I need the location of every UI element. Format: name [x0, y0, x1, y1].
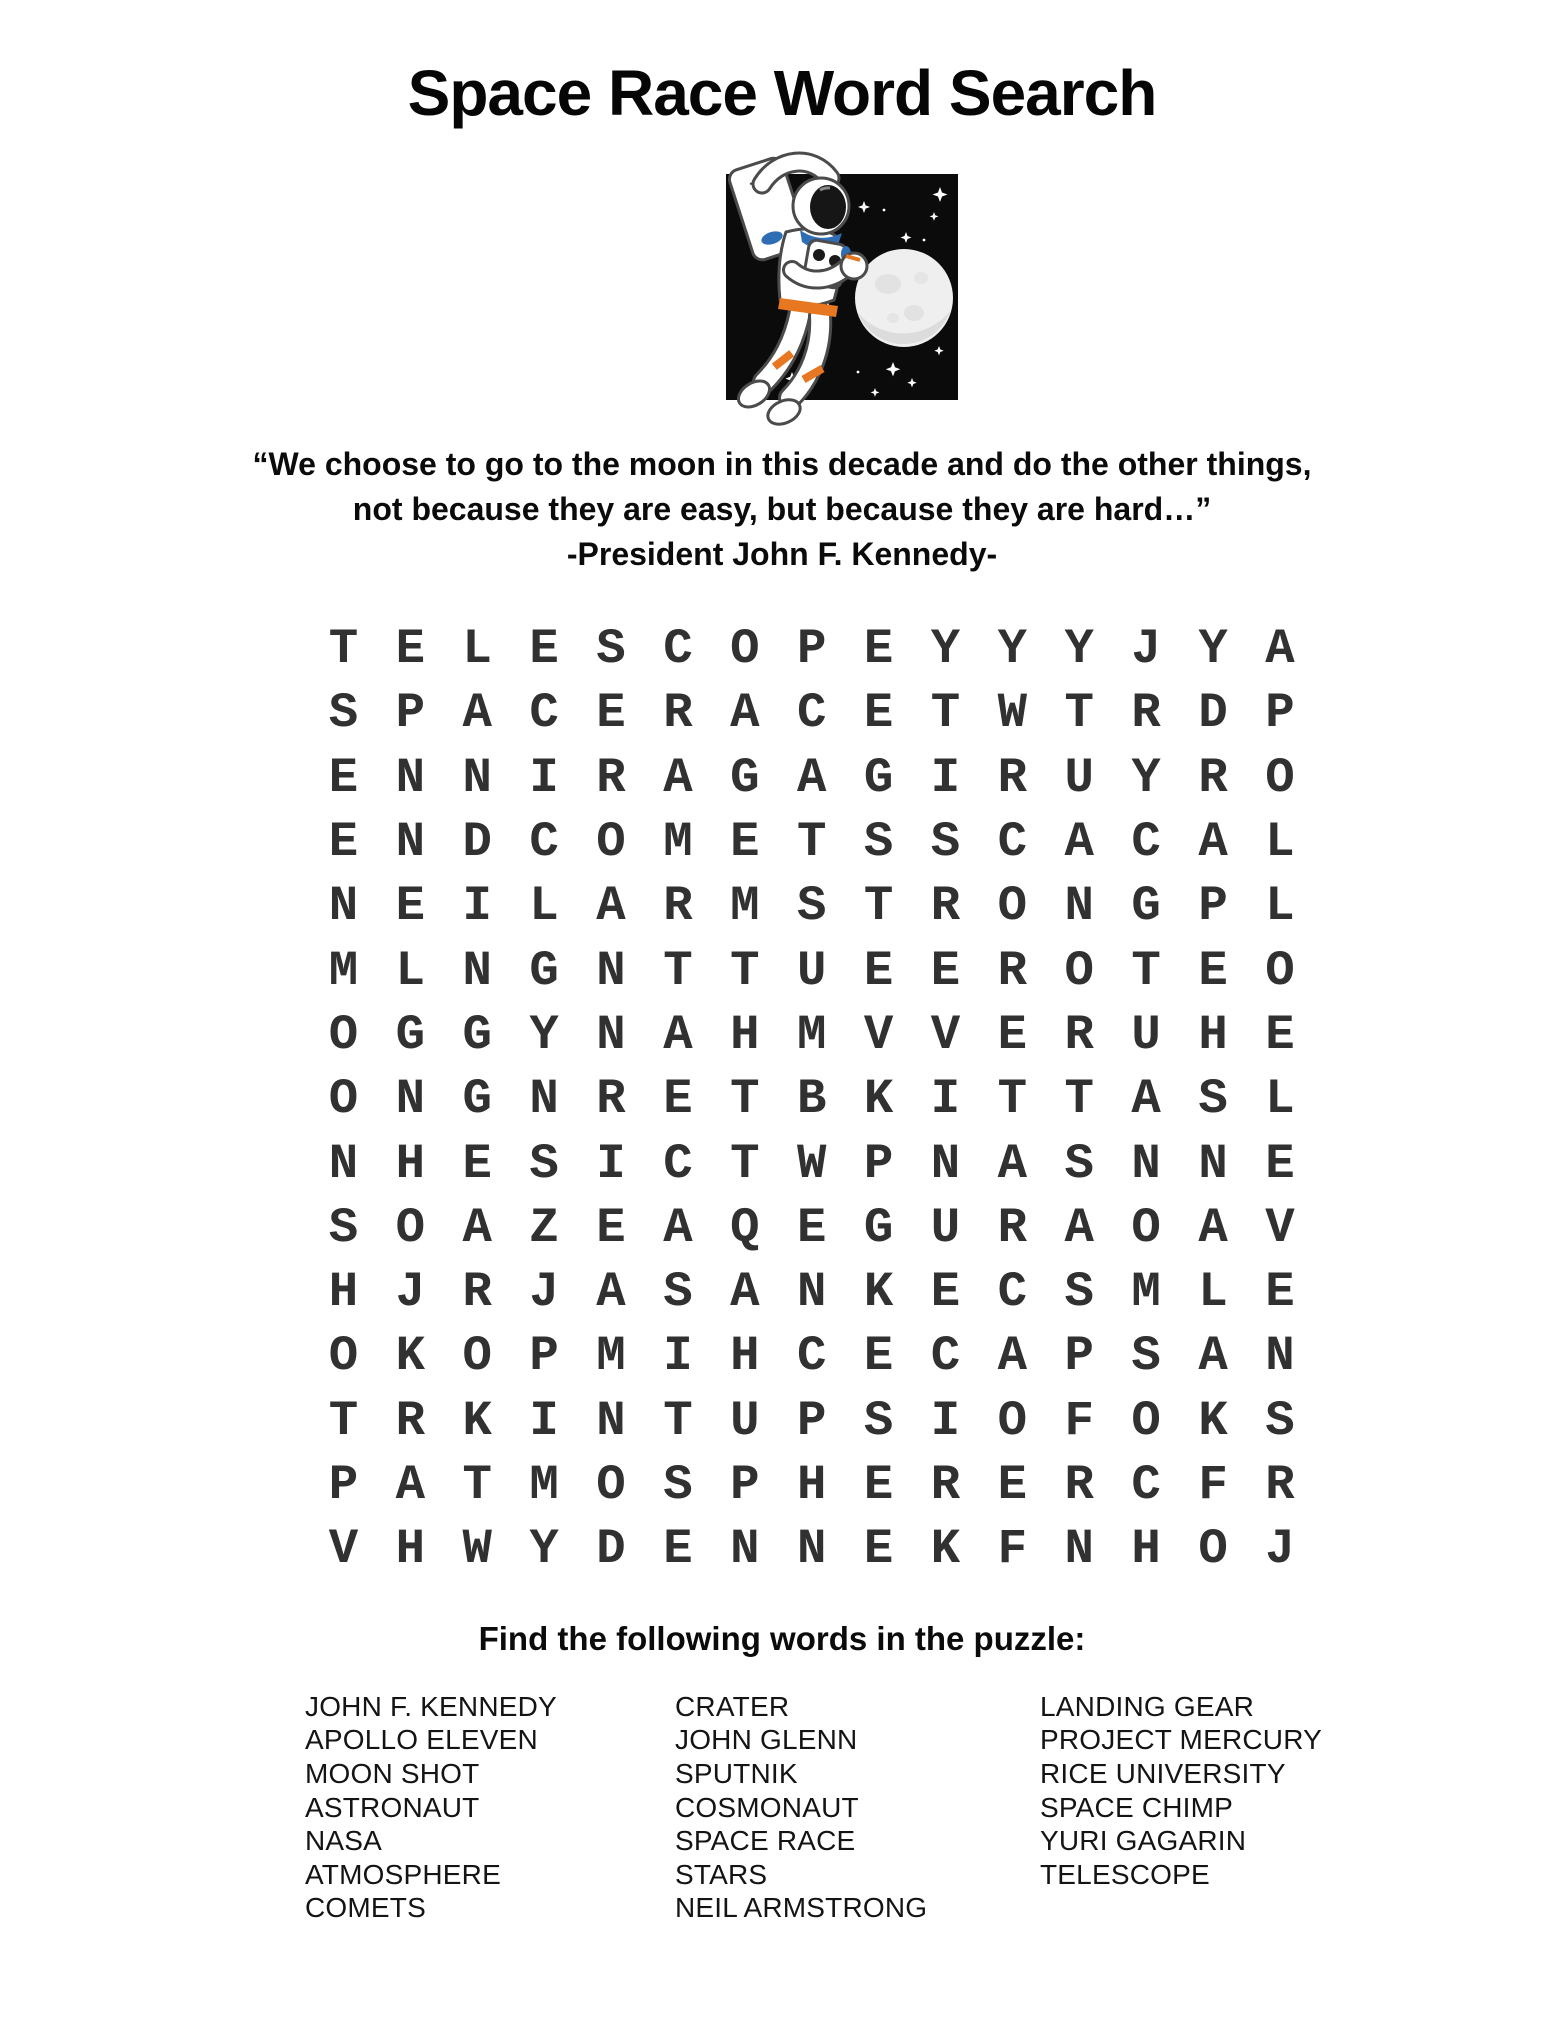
word-item: SPACE CHIMP	[1040, 1791, 1234, 1823]
grid-letter: N	[596, 1006, 626, 1063]
grid-letter: E	[863, 685, 894, 742]
grid-letter: E	[328, 749, 359, 806]
grid-letter: N	[328, 878, 359, 935]
grid-letter: P	[730, 1457, 760, 1513]
grid-letter: G	[730, 749, 760, 806]
grid-letter: E	[730, 814, 760, 871]
grid-letter: S	[1131, 1328, 1161, 1385]
grid-letter: E	[930, 942, 961, 999]
grid-letter: Y	[529, 1521, 559, 1578]
grid-letter: A	[1198, 1328, 1228, 1385]
grid-letter: M	[1131, 1264, 1161, 1321]
grid-letter: T	[462, 1457, 492, 1513]
word-item: RICE UNIVERSITY	[1040, 1757, 1286, 1789]
word-item: YURI GAGARIN	[1040, 1825, 1247, 1857]
grid-letter: T	[1064, 685, 1094, 742]
grid-letter: I	[930, 1392, 961, 1449]
grid-letter: R	[1265, 1457, 1295, 1513]
grid-letter: U	[1131, 1006, 1161, 1063]
grid-letter: J	[1265, 1521, 1295, 1578]
grid-letter: Y	[1064, 621, 1094, 678]
grid-letter: J	[1131, 621, 1161, 678]
grid-letter: R	[663, 685, 693, 742]
grid-letter: R	[930, 1457, 961, 1513]
grid-letter: H	[730, 1006, 760, 1063]
grid-letter: A	[730, 1264, 760, 1321]
moon-graphic	[855, 249, 953, 347]
grid-letter: O	[997, 1392, 1028, 1449]
grid-letter: E	[863, 621, 894, 678]
grid-letter: U	[930, 1199, 961, 1256]
grid-letter: E	[529, 621, 559, 678]
grid-letter: N	[328, 1135, 359, 1192]
grid-letter: O	[328, 1006, 359, 1063]
grid-letter: T	[796, 814, 827, 871]
grid-letter: N	[395, 1071, 426, 1128]
grid-letter: I	[930, 1071, 961, 1128]
grid-letter: L	[1265, 814, 1295, 871]
grid-letter: O	[395, 1199, 426, 1256]
grid-letter: G	[462, 1006, 492, 1063]
grid-letter: O	[1131, 1392, 1161, 1449]
grid-letter: U	[730, 1392, 760, 1449]
grid-letter: I	[462, 878, 492, 935]
word-item: NEIL ARMSTRONG	[675, 1892, 928, 1924]
grid-letter: S	[1265, 1392, 1295, 1449]
grid-letter: H	[1198, 1006, 1228, 1063]
grid-letter: W	[796, 1135, 827, 1192]
grid-letter: O	[1265, 942, 1295, 999]
grid-letter: L	[1265, 878, 1295, 935]
grid-letter: L	[462, 621, 492, 678]
word-item: ASTRONAUT	[305, 1791, 480, 1823]
grid-letter: N	[596, 1392, 626, 1449]
grid-letter: Y	[930, 621, 961, 678]
grid-letter: H	[796, 1457, 827, 1513]
grid-letter: Y	[1131, 749, 1161, 806]
grid-letter: A	[1064, 814, 1094, 871]
grid-letter: Y	[529, 1006, 559, 1063]
word-item: PROJECT MERCURY	[1040, 1724, 1323, 1756]
grid-letter: S	[1064, 1135, 1094, 1192]
word-list-column-2	[675, 1690, 927, 1925]
grid-letter: R	[596, 1071, 626, 1128]
grid-letter: T	[1064, 1071, 1094, 1128]
grid-letter: R	[1198, 749, 1228, 806]
grid-letter: P	[1064, 1328, 1094, 1385]
grid-letter: E	[596, 1199, 626, 1256]
grid-letter: P	[328, 1457, 359, 1513]
word-item: SPACE RACE	[675, 1825, 856, 1857]
grid-letter: R	[997, 749, 1028, 806]
grid-letter: C	[997, 814, 1028, 871]
grid-letter: S	[1198, 1071, 1228, 1128]
word-item: CRATER	[675, 1690, 790, 1722]
word-item: TELESCOPE	[1040, 1858, 1210, 1890]
grid-letter: C	[663, 621, 693, 678]
grid-letter: G	[462, 1071, 492, 1128]
grid-letter: A	[462, 1199, 492, 1256]
grid-letter: C	[930, 1328, 961, 1385]
grid-letter: O	[730, 621, 760, 678]
grid-letter: H	[395, 1135, 426, 1192]
grid-letter: O	[1131, 1199, 1161, 1256]
grid-letter: R	[462, 1264, 492, 1321]
grid-letter: B	[796, 1071, 827, 1128]
grid-letter: D	[596, 1521, 626, 1578]
grid-letter: F	[1064, 1392, 1094, 1449]
grid-letter: W	[462, 1521, 492, 1578]
grid-letter: E	[997, 1457, 1028, 1513]
grid-letter: P	[796, 1392, 827, 1449]
grid-letter: Y	[997, 621, 1028, 678]
grid-letter: M	[529, 1457, 559, 1513]
grid-letter: S	[1064, 1264, 1094, 1321]
grid-letter: N	[1064, 878, 1094, 935]
grid-letter: C	[997, 1264, 1028, 1321]
grid-letter: E	[328, 814, 359, 871]
grid-letter: O	[462, 1328, 492, 1385]
grid-letter: E	[1265, 1264, 1295, 1321]
grid-letter: V	[863, 1006, 894, 1063]
grid-letter: M	[663, 814, 693, 871]
grid-letter: A	[1198, 814, 1228, 871]
grid-letter: E	[796, 1199, 827, 1256]
word-item: MOON SHOT	[305, 1757, 480, 1789]
grid-letter: N	[596, 942, 626, 999]
grid-letter: N	[796, 1264, 827, 1321]
grid-letter: T	[328, 621, 359, 678]
grid-letter: T	[730, 1071, 760, 1128]
grid-letter: N	[395, 814, 426, 871]
grid-letter: S	[930, 814, 961, 871]
grid-letter: H	[730, 1328, 760, 1385]
grid-letter: A	[1131, 1071, 1161, 1128]
word-item: NASA	[305, 1825, 383, 1857]
word-item: COMETS	[305, 1892, 426, 1924]
grid-letter: T	[863, 878, 894, 935]
word-list-column-1	[305, 1690, 557, 1925]
astronaut-moon-illustration	[688, 150, 970, 442]
grid-letter: G	[863, 749, 894, 806]
grid-letter: C	[529, 685, 559, 742]
grid-letter: E	[863, 1457, 894, 1513]
grid-letter: N	[1198, 1135, 1228, 1192]
grid-letter: G	[1131, 878, 1161, 935]
grid-letter: R	[997, 1199, 1028, 1256]
quote-line-3: -President John F. Kennedy-	[566, 536, 998, 572]
grid-letter: E	[395, 621, 426, 678]
grid-letter: P	[1265, 685, 1295, 742]
grid-letter: O	[328, 1328, 359, 1385]
grid-letter: S	[863, 1392, 894, 1449]
word-item: ATMOSPHERE	[305, 1858, 501, 1890]
grid-letter: G	[395, 1006, 426, 1063]
visor	[810, 185, 846, 229]
grid-letter: S	[596, 621, 626, 678]
grid-letter: E	[863, 1521, 894, 1578]
grid-letter: E	[663, 1071, 693, 1128]
grid-letter: L	[395, 942, 426, 999]
grid-letter: E	[395, 878, 426, 935]
grid-letter: Q	[730, 1199, 760, 1256]
grid-letter: M	[796, 1006, 827, 1063]
grid-letter: H	[395, 1521, 426, 1578]
grid-letter: R	[930, 878, 961, 935]
grid-letter: L	[1198, 1264, 1228, 1321]
grid-letter: M	[328, 942, 359, 999]
grid-letter: M	[730, 878, 760, 935]
grid-letter: T	[1131, 942, 1161, 999]
grid-letter: C	[796, 1328, 827, 1385]
grid-letter: N	[796, 1521, 827, 1578]
word-item: LANDING GEAR	[1040, 1690, 1254, 1722]
grid-letter: N	[1131, 1135, 1161, 1192]
grid-letter: T	[663, 1392, 693, 1449]
grid-letter: S	[663, 1457, 693, 1513]
word-item: JOHN GLENN	[675, 1724, 858, 1756]
grid-letter: E	[863, 1328, 894, 1385]
grid-letter: T	[730, 1135, 760, 1192]
grid-letter: I	[930, 749, 961, 806]
grid-letter: E	[863, 942, 894, 999]
grid-letter: S	[863, 814, 894, 871]
grid-letter: E	[1198, 942, 1228, 999]
grid-letter: A	[1265, 621, 1295, 678]
grid-letter: F	[997, 1521, 1028, 1578]
grid-letter: T	[997, 1071, 1028, 1128]
grid-letter: N	[462, 749, 492, 806]
grid-letter: P	[529, 1328, 559, 1385]
grid-letter: T	[328, 1392, 359, 1449]
grid-letter: T	[663, 942, 693, 999]
grid-letter: N	[1064, 1521, 1094, 1578]
grid-letter: S	[796, 878, 827, 935]
grid-letter: A	[663, 1006, 693, 1063]
grid-letter: K	[863, 1071, 894, 1128]
grid-letter: N	[930, 1135, 961, 1192]
word-item: JOHN F. KENNEDY	[305, 1690, 557, 1722]
grid-letter: T	[930, 685, 961, 742]
grid-letter: L	[529, 878, 559, 935]
grid-letter: G	[863, 1199, 894, 1256]
grid-letter: R	[1064, 1006, 1094, 1063]
quote-line-1: “We choose to go to the moon in this decade and do the other things,	[252, 446, 1312, 482]
grid-letter: O	[1198, 1521, 1228, 1578]
grid-letter: P	[863, 1135, 894, 1192]
jfk-quote	[0, 442, 1564, 577]
grid-letter: N	[1265, 1328, 1295, 1385]
grid-letter: Z	[529, 1199, 559, 1256]
grid-letter: R	[663, 878, 693, 935]
quote-line-2: not because they are easy, but because they are hard…”	[352, 491, 1212, 527]
grid-letter: E	[1265, 1135, 1295, 1192]
grid-letter: N	[462, 942, 492, 999]
grid-letter: R	[997, 942, 1028, 999]
grid-letter: O	[596, 814, 626, 871]
grid-letter: E	[596, 685, 626, 742]
grid-letter: K	[863, 1264, 894, 1321]
grid-letter: W	[997, 685, 1028, 742]
grid-letter: C	[1131, 1457, 1161, 1513]
grid-letter: A	[1198, 1199, 1228, 1256]
grid-letter: F	[1198, 1457, 1228, 1513]
find-words-heading: Find the following words in the puzzle:	[478, 1620, 1086, 1657]
word-item: COSMONAUT	[675, 1791, 859, 1823]
grid-letter: C	[796, 685, 827, 742]
grid-letter: Y	[1198, 621, 1228, 678]
grid-letter: C	[663, 1135, 693, 1192]
grid-letter: I	[663, 1328, 693, 1385]
grid-letter: R	[395, 1392, 426, 1449]
word-list-column-3	[1040, 1690, 1322, 1892]
grid-letter: A	[1064, 1199, 1094, 1256]
grid-letter: A	[663, 1199, 693, 1256]
word-item: APOLLO ELEVEN	[305, 1724, 538, 1756]
grid-letter: R	[1131, 685, 1161, 742]
grid-letter: A	[997, 1135, 1028, 1192]
grid-letter: K	[462, 1392, 492, 1449]
grid-letter: I	[529, 1392, 559, 1449]
grid-letter: N	[395, 749, 426, 806]
grid-letter: V	[1265, 1199, 1295, 1256]
grid-letter: D	[462, 814, 492, 871]
grid-letter: M	[596, 1328, 626, 1385]
grid-letter: C	[1131, 814, 1161, 871]
word-item: STARS	[675, 1858, 768, 1890]
grid-letter: S	[529, 1135, 559, 1192]
grid-letter: O	[997, 878, 1028, 935]
grid-letter: A	[596, 878, 626, 935]
word-search-grid	[310, 617, 1313, 1581]
grid-letter: A	[663, 749, 693, 806]
grid-letter: O	[596, 1457, 626, 1513]
page-title: Space Race Word Search	[407, 57, 1157, 129]
grid-letter: K	[1198, 1392, 1228, 1449]
word-item: SPUTNIK	[675, 1757, 798, 1789]
grid-letter: S	[663, 1264, 693, 1321]
grid-letter: G	[529, 942, 559, 999]
grid-letter: H	[328, 1264, 359, 1321]
grid-letter: V	[930, 1006, 961, 1063]
grid-letter: E	[997, 1006, 1028, 1063]
grid-letter: L	[1265, 1071, 1295, 1128]
grid-letter: P	[796, 621, 827, 678]
grid-letter: K	[930, 1521, 961, 1578]
grid-letter: A	[395, 1457, 426, 1513]
grid-letter: I	[529, 749, 559, 806]
grid-letter: U	[796, 942, 827, 999]
grid-letter: E	[663, 1521, 693, 1578]
grid-letter: E	[1265, 1006, 1295, 1063]
grid-letter: A	[997, 1328, 1028, 1385]
grid-letter: E	[930, 1264, 961, 1321]
grid-letter: A	[596, 1264, 626, 1321]
grid-letter: C	[529, 814, 559, 871]
grid-letter: D	[1198, 685, 1228, 742]
grid-letter: H	[1131, 1521, 1161, 1578]
grid-letter: O	[1265, 749, 1295, 806]
grid-letter: N	[730, 1521, 760, 1578]
grid-letter: E	[462, 1135, 492, 1192]
grid-letter: K	[395, 1328, 426, 1385]
grid-letter: A	[462, 685, 492, 742]
grid-letter: V	[328, 1521, 359, 1578]
grid-letter: S	[328, 685, 359, 742]
grid-letter: I	[596, 1135, 626, 1192]
grid-letter: U	[1064, 749, 1094, 806]
grid-letter: O	[328, 1071, 359, 1128]
grid-letter: A	[796, 749, 827, 806]
grid-letter: J	[529, 1264, 559, 1321]
grid-letter: P	[1198, 878, 1228, 935]
grid-letter: O	[1064, 942, 1094, 999]
grid-letter: P	[395, 685, 426, 742]
grid-letter: T	[730, 942, 760, 999]
grid-letter: A	[730, 685, 760, 742]
grid-letter: N	[529, 1071, 559, 1128]
grid-letter: S	[328, 1199, 359, 1256]
grid-letter: R	[1064, 1457, 1094, 1513]
grid-letter: R	[596, 749, 626, 806]
grid-letter: J	[395, 1264, 426, 1321]
